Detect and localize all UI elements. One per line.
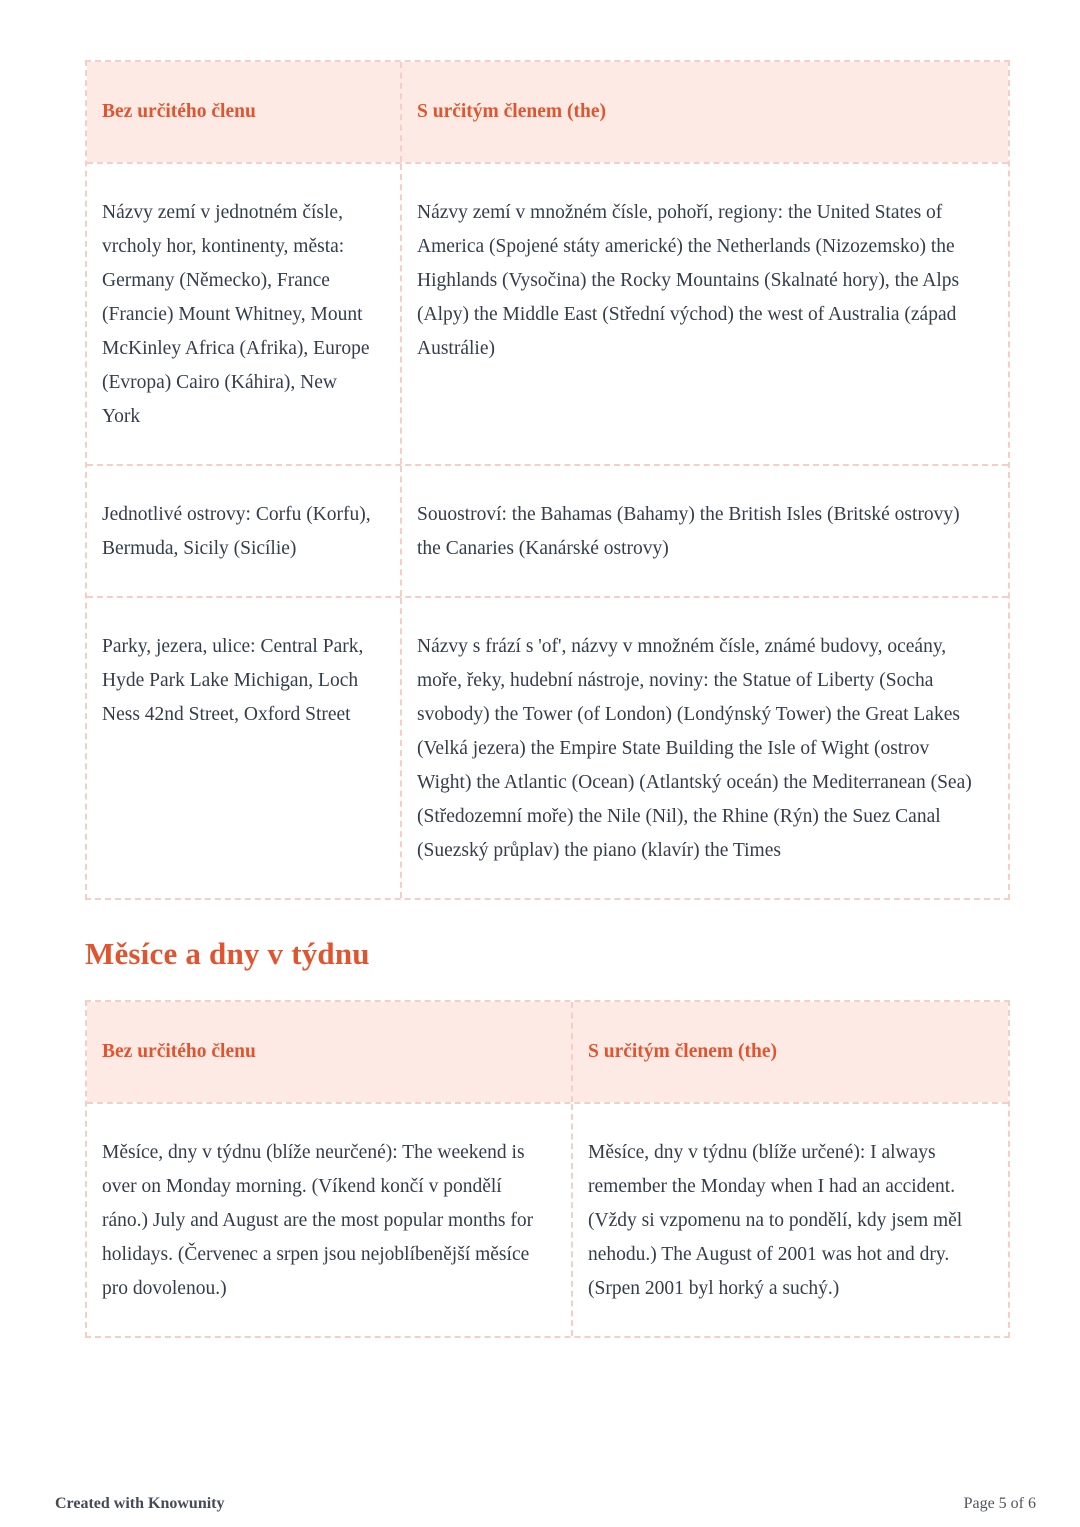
- articles-geography-table: [85, 60, 1010, 900]
- table2-header-with-article: S určitým členem (the): [573, 1002, 1008, 1102]
- table2-row1-right-cell: Měsíce, dny v týdnu (blíže určené): I always remember the Monday when I had an accident. (Vždy si vzpomenu na to pondělí, kdy jsem měl nehodu.) The August of 2001 was hot and dry. (Srpen 2001 byl horký a suchý.): [588, 1142, 963, 1299]
- table1-row3-right-cell: Názvy s frází s 'of', názvy v množném čísle, známé budovy, oceány, moře, řeky, hudební nástroje, noviny: the Statue of Liberty (Socha svobody) the Tower (of London) (Londýnský Tower) the Great Lakes (Velká jezera) the Empire State Building the Isle of Wight (ostrov Wight) the Atlantic (Ocean) (Atlantský oceán) the Mediterranean (Sea) (Středozemní moře) the Nile (Nil), the Rhine (Rýn) the Suez Canal (Suezský průplav) the piano (klavír) the Times: [417, 636, 972, 861]
- table-row: [87, 162, 1008, 464]
- table1-row3-left-cell: Parky, jezera, ulice: Central Park, Hyde Park Lake Michigan, Loch Ness 42nd Street, Oxford Street: [87, 598, 402, 898]
- footer-credit: Created with Knowunity: [55, 1495, 225, 1512]
- table2-row1-left-cell: Měsíce, dny v týdnu (blíže neurčené): The weekend is over on Monday morning. (Víkend končí v pondělí ráno.) July and August are the most popular months for holidays. (Červenec a srpen jsou nejoblíbenější měsíce pro dovolenou.): [87, 1104, 573, 1336]
- table1-row1-left-cell: Názvy zemí v jednotném čísle, vrcholy hor, kontinenty, města: Germany (Německo), France (Francie) Mount Whitney, Mount McKinley Africa (Afrika), Europe (Evropa) Cairo (Káhira), New York: [87, 164, 402, 464]
- footer-page-number: Page 5 of 6: [963, 1495, 1036, 1512]
- section-heading-months-days: Měsíce a dny v týdnu: [85, 936, 370, 971]
- table2-header-no-article: Bez určitého členu: [87, 1002, 573, 1102]
- table-row: [87, 1102, 1008, 1336]
- table1-header-with-article: S určitým členem (the): [402, 62, 1008, 162]
- page-footer: [55, 1495, 1036, 1513]
- table-header-row: [87, 1002, 1008, 1102]
- table1-header-no-article: Bez určitého členu: [87, 62, 402, 162]
- document-page: [85, 60, 1010, 1338]
- table1-row1-right-cell: Názvy zemí v množném čísle, pohoří, regiony: the United States of America (Spojené státy americké) the Netherlands (Nizozemsko) the Highlands (Vysočina) the Rocky Mountains (Skalnaté hory), the Alps (Alpy) the Middle East (Střední východ) the west of Australia (západ Austrálie): [417, 202, 960, 359]
- articles-months-days-table: [85, 1000, 1010, 1338]
- table-row: [87, 596, 1008, 898]
- table1-row2-left-cell: Jednotlivé ostrovy: Corfu (Korfu), Bermuda, Sicily (Sicílie): [87, 466, 402, 596]
- table-header-row: [87, 62, 1008, 162]
- table1-row2-right-cell: Souostroví: the Bahamas (Bahamy) the British Isles (Britské ostrovy) the Canaries (Kanárské ostrovy): [417, 504, 960, 559]
- table-row: [87, 464, 1008, 596]
